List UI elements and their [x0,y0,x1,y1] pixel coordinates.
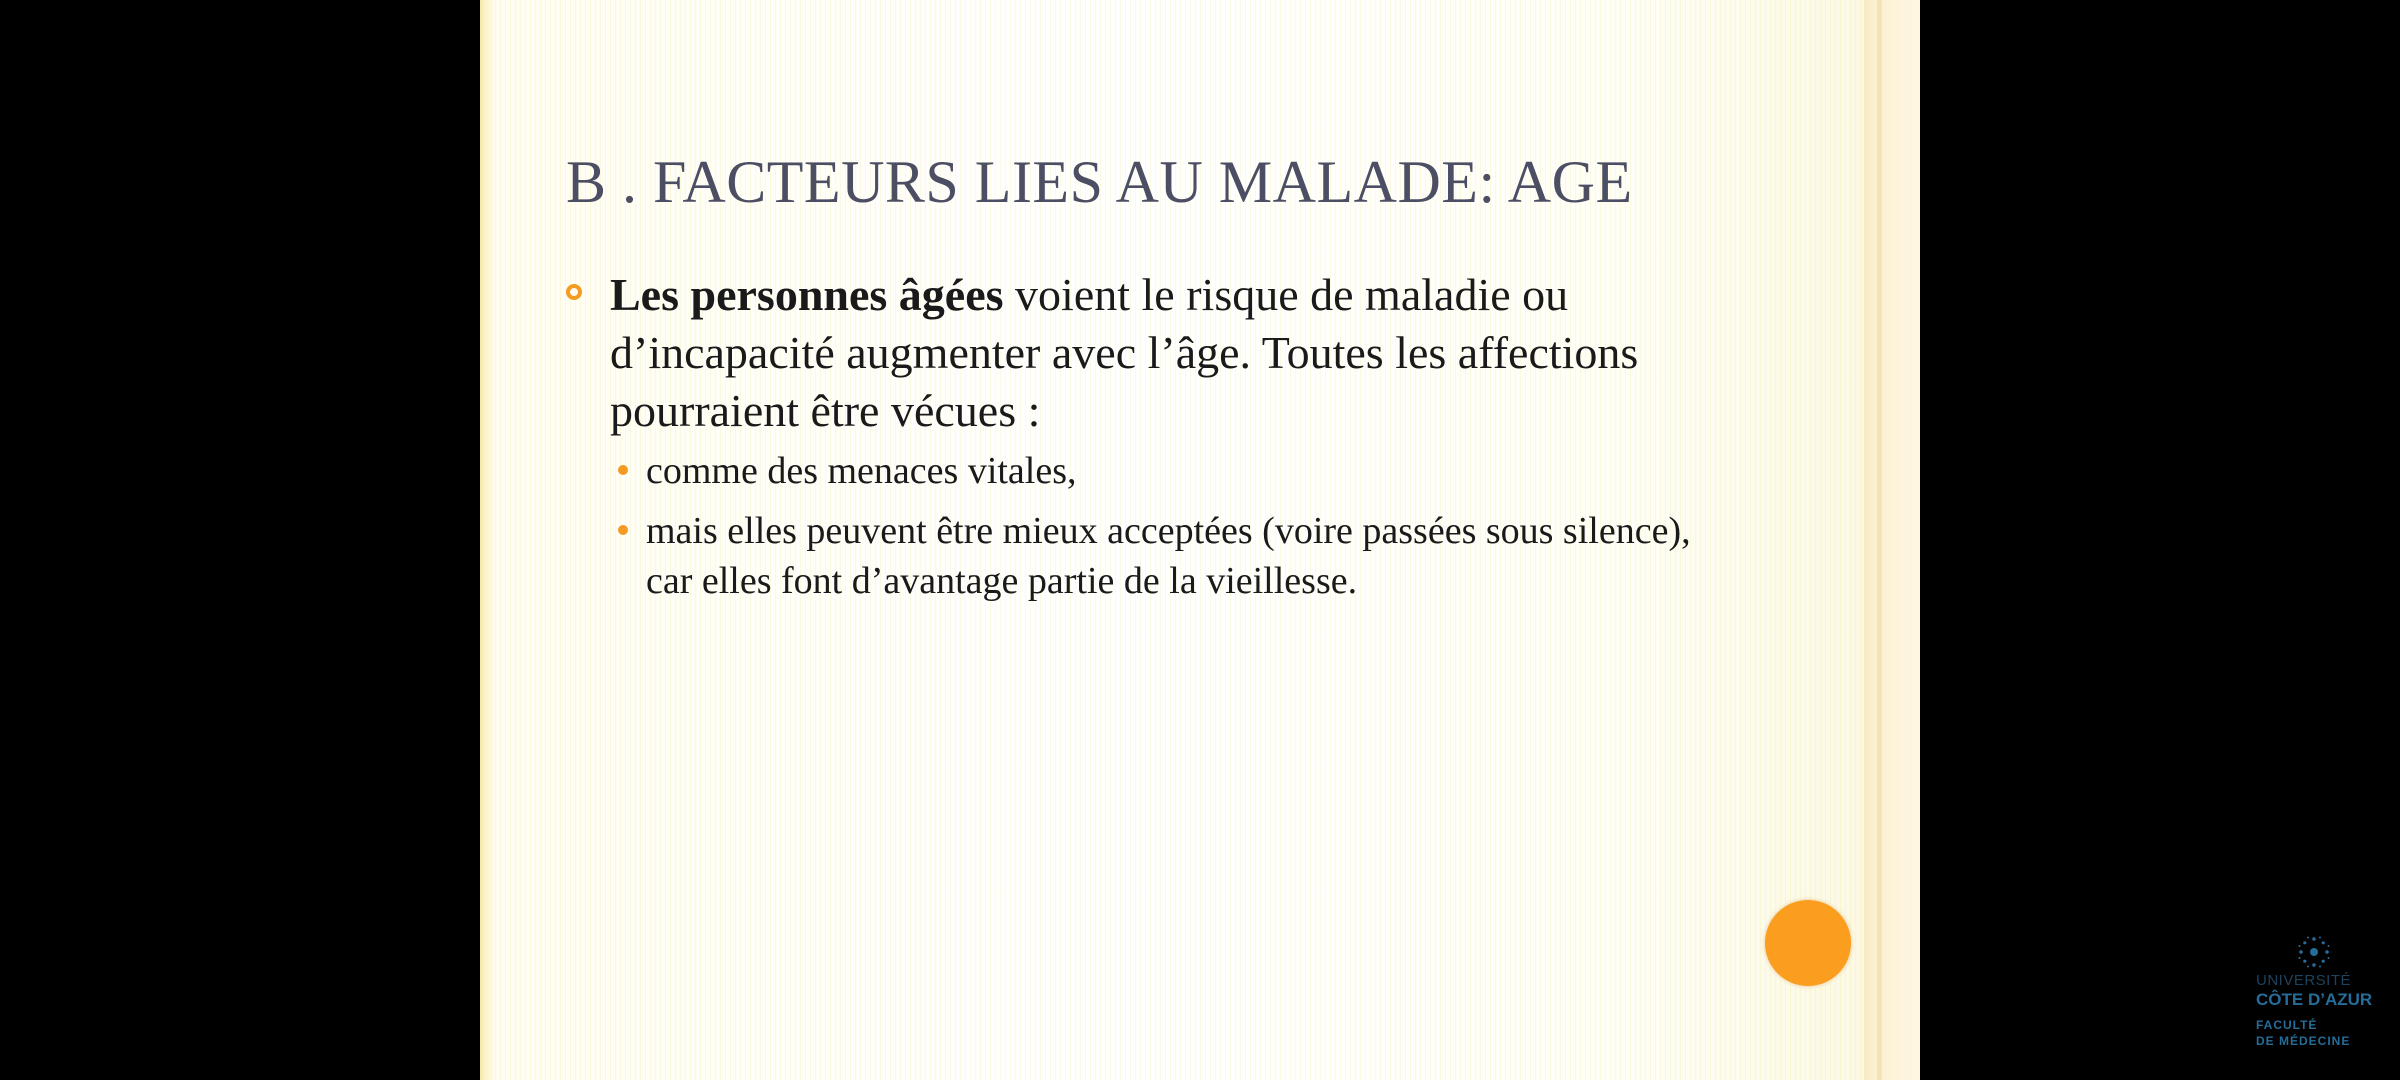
sub-bullet-text: comme des menaces vitales, [646,450,1077,492]
watermark-line-3: FACULTÉ [2256,1018,2318,1032]
main-bullet-rest: voient le risque de maladie ou d’incapacité augmenter avec l’âge. Toutes les affections pourraient être vécues : [610,269,1639,436]
university-watermark-logo [2256,934,2376,1054]
slide-right-line [1877,0,1882,1080]
watermark-line-4: DE MÉDECINE [2256,1034,2351,1048]
presentation-slide [480,0,1920,1080]
dot-bullet-icon [618,525,628,535]
ring-bullet-icon [566,284,582,300]
sub-bullet-text: mais elles peuvent être mieux acceptées (voire passées sous silence), car elles font d’avantage partie de la vieillesse. [646,510,1691,602]
watermark-line-1: UNIVERSITÉ [2256,972,2352,989]
slide-right-band [1864,0,1920,1080]
dot-bullet-icon [618,465,628,475]
slide-number-circle [1765,900,1851,986]
watermark-line-2: CÔTE D’AZUR [2256,990,2373,1009]
slide-title: B . FACTEURS LIES AU MALADE: AGE [566,149,1633,215]
slide-left-border [480,0,494,1080]
star-burst-icon [2296,934,2332,970]
main-bullet-text [610,266,1800,440]
main-bullet-bold: Les personnes âgées [610,269,1004,320]
